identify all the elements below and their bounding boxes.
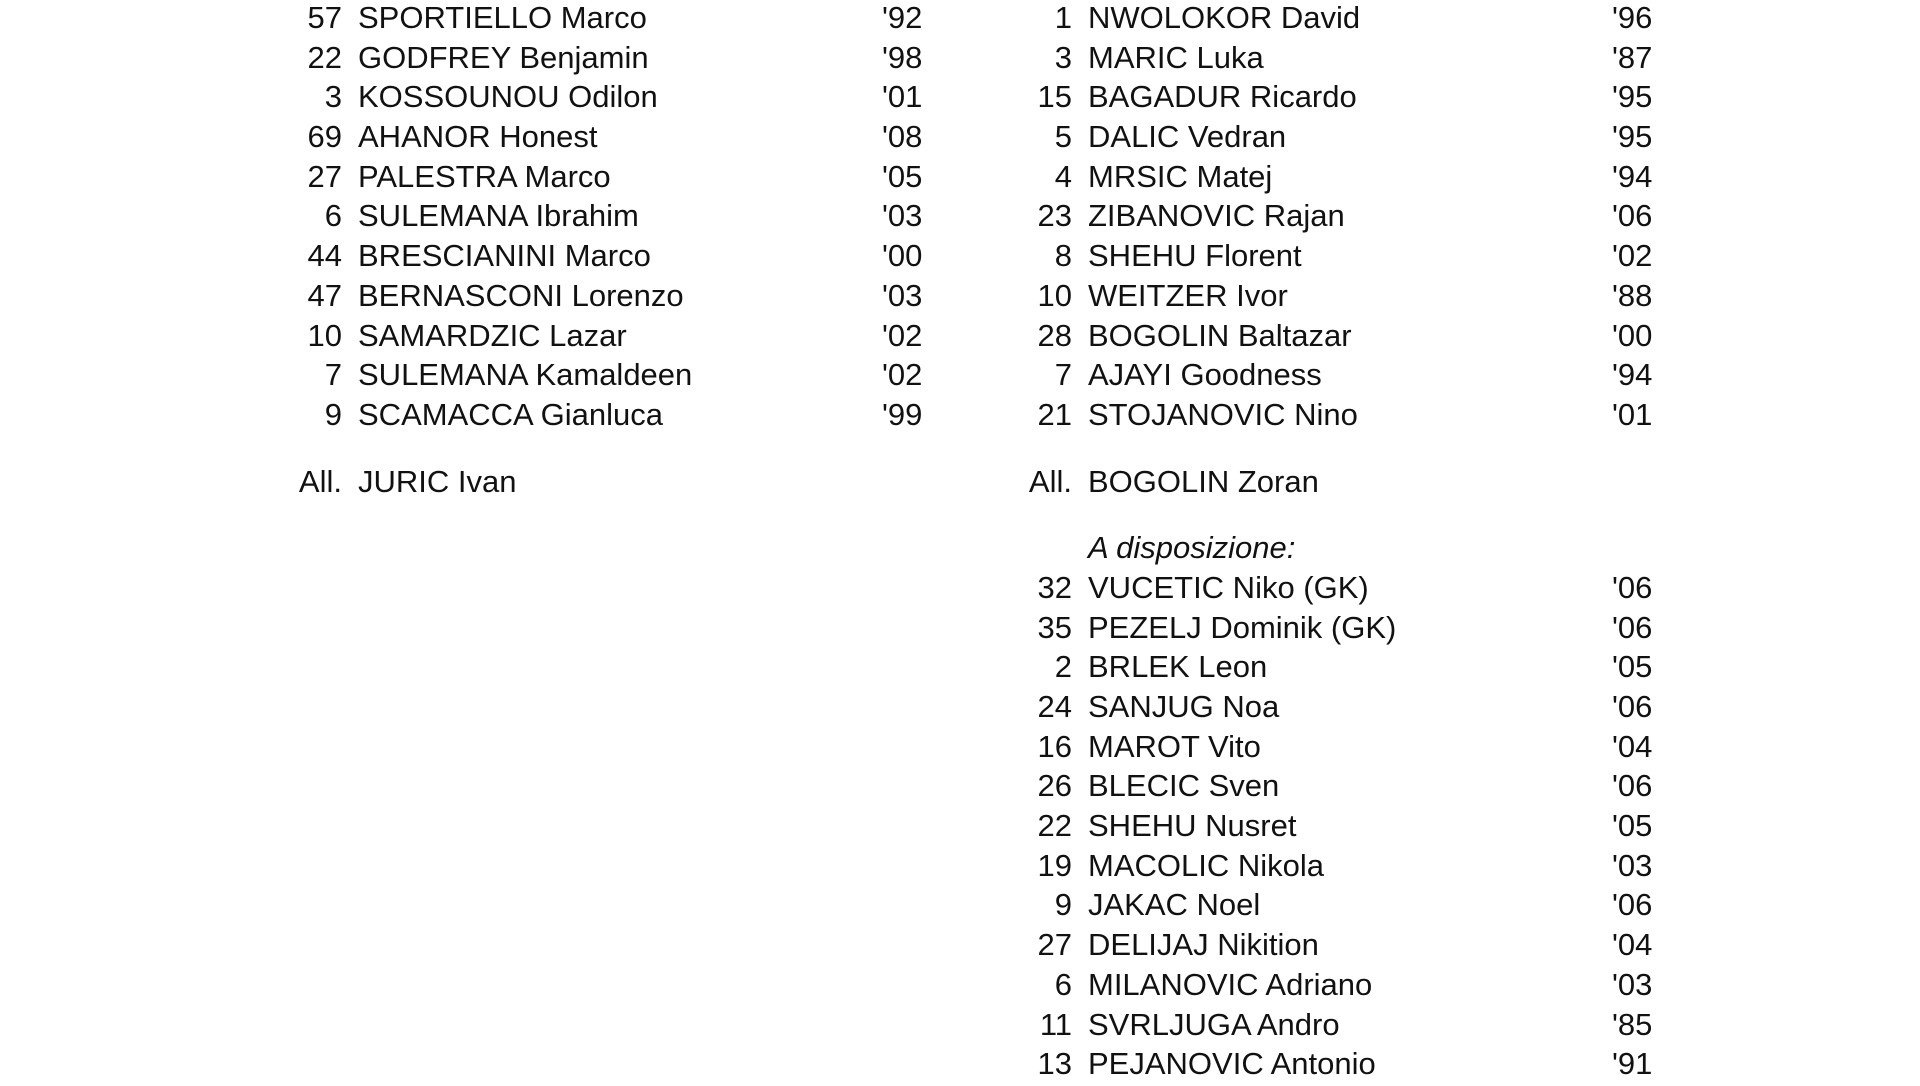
player-name: VUCETIC Niko (GK) — [1088, 569, 1369, 605]
player-name: BAGADUR Ricardo — [1088, 79, 1357, 115]
coach-label: All. — [1028, 463, 1072, 499]
player-year: '92 — [882, 0, 923, 35]
player-year: '03 — [882, 198, 923, 234]
player-year: '03 — [1612, 966, 1653, 1002]
player-year: '01 — [882, 79, 923, 115]
player-name: SVRLJUGA Andro — [1088, 1006, 1340, 1042]
player-name: WEITZER Ivor — [1088, 277, 1288, 313]
player-number: 10 — [307, 317, 342, 353]
player-number: 23 — [1037, 198, 1072, 234]
player-year: '06 — [1612, 768, 1653, 804]
player-number: 6 — [324, 198, 342, 234]
player-name: DALIC Vedran — [1088, 119, 1287, 155]
player-number: 3 — [324, 79, 342, 115]
player-number: 57 — [307, 0, 342, 35]
player-year: '00 — [1612, 317, 1653, 353]
player-name: PEZELJ Dominik (GK) — [1088, 609, 1397, 645]
player-number: 6 — [1054, 966, 1072, 1002]
player-year: '02 — [882, 317, 923, 353]
player-number: 4 — [1054, 158, 1072, 194]
coach-label: All. — [298, 463, 342, 499]
player-number: 35 — [1037, 609, 1072, 645]
player-number: 27 — [1037, 927, 1072, 963]
player-year: '94 — [1612, 158, 1653, 194]
coach-name: BOGOLIN Zoran — [1088, 463, 1319, 499]
player-name: SAMARDZIC Lazar — [358, 317, 627, 353]
player-year: '03 — [1612, 847, 1653, 883]
player-year: '06 — [1612, 198, 1653, 234]
player-year: '05 — [1612, 649, 1653, 685]
player-name: MARIC Luka — [1088, 39, 1264, 75]
player-name: STOJANOVIC Nino — [1088, 396, 1358, 432]
player-name: PALESTRA Marco — [358, 158, 611, 194]
player-number: 9 — [1054, 887, 1072, 923]
player-name: KOSSOUNOU Odilon — [358, 79, 658, 115]
player-year: '06 — [1612, 609, 1653, 645]
player-number: 22 — [307, 39, 342, 75]
player-number: 10 — [1037, 277, 1072, 313]
player-number: 47 — [307, 277, 342, 313]
player-number: 7 — [1054, 357, 1072, 393]
player-year: '88 — [1612, 277, 1653, 313]
player-name: SHEHU Florent — [1088, 238, 1302, 274]
player-year: '00 — [882, 238, 923, 274]
player-year: '01 — [1612, 396, 1653, 432]
player-name: NWOLOKOR David — [1088, 0, 1361, 35]
player-number: 7 — [324, 357, 342, 393]
subs-heading: A disposizione: — [1088, 530, 1296, 566]
player-name: JAKAC Noel — [1088, 887, 1261, 923]
player-year: '05 — [882, 158, 923, 194]
player-year: '02 — [882, 357, 923, 393]
player-number: 3 — [1054, 39, 1072, 75]
player-name: BLECIC Sven — [1088, 768, 1280, 804]
player-year: '87 — [1612, 39, 1653, 75]
player-name: SULEMANA Kamaldeen — [358, 357, 693, 393]
player-number: 16 — [1037, 728, 1072, 764]
player-year: '95 — [1612, 119, 1653, 155]
player-name: SCAMACCA Gianluca — [358, 396, 663, 432]
player-year: '95 — [1612, 79, 1653, 115]
player-name: SULEMANA Ibrahim — [358, 198, 639, 234]
player-year: '05 — [1612, 808, 1653, 844]
player-number: 21 — [1037, 396, 1072, 432]
player-year: '99 — [882, 396, 923, 432]
player-year: '06 — [1612, 569, 1653, 605]
player-number: 44 — [307, 238, 342, 274]
player-year: '06 — [1612, 887, 1653, 923]
player-number: 28 — [1037, 317, 1072, 353]
player-name: BRLEK Leon — [1088, 649, 1268, 685]
player-number: 69 — [307, 119, 342, 155]
player-number: 2 — [1054, 649, 1072, 685]
player-name: DELIJAJ Nikition — [1088, 927, 1319, 963]
player-year: '04 — [1612, 927, 1653, 963]
player-number: 26 — [1037, 768, 1072, 804]
player-name: BRESCIANINI Marco — [358, 238, 651, 274]
player-number: 11 — [1039, 1006, 1072, 1042]
player-name: ZIBANOVIC Rajan — [1088, 198, 1345, 234]
player-number: 19 — [1037, 847, 1072, 883]
coach-name: JURIC Ivan — [358, 463, 517, 499]
player-number: 22 — [1037, 808, 1072, 844]
player-year: '94 — [1612, 357, 1653, 393]
player-name: BOGOLIN Baltazar — [1088, 317, 1352, 353]
player-name: SHEHU Nusret — [1088, 808, 1297, 844]
player-year: '02 — [1612, 238, 1653, 274]
player-number: 15 — [1037, 79, 1072, 115]
player-name: AHANOR Honest — [358, 119, 598, 155]
player-name: MACOLIC Nikola — [1088, 847, 1324, 883]
player-number: 24 — [1037, 689, 1072, 724]
player-year: '08 — [882, 119, 923, 155]
player-name: MAROT Vito — [1088, 728, 1261, 764]
player-number: 1 — [1054, 0, 1072, 35]
player-number: 8 — [1054, 238, 1072, 274]
player-year: '06 — [1612, 689, 1653, 724]
player-name: AJAYI Goodness — [1088, 357, 1322, 393]
player-year: '96 — [1612, 0, 1653, 35]
player-name: PEJANOVIC Antonio — [1088, 1046, 1376, 1082]
player-year: '03 — [882, 277, 923, 313]
player-year: '04 — [1612, 728, 1653, 764]
player-number: 5 — [1054, 119, 1072, 155]
player-name: SPORTIELLO Marco — [358, 0, 647, 35]
player-year: '91 — [1612, 1046, 1653, 1082]
player-name: BERNASCONI Lorenzo — [358, 277, 684, 313]
player-number: 9 — [324, 396, 342, 432]
player-name: MILANOVIC Adriano — [1088, 966, 1373, 1002]
player-year: '85 — [1612, 1006, 1653, 1042]
player-name: SANJUG Noa — [1088, 689, 1280, 724]
player-name: GODFREY Benjamin — [358, 39, 649, 75]
player-number: 27 — [307, 158, 342, 194]
player-year: '98 — [882, 39, 923, 75]
player-number: 13 — [1037, 1046, 1072, 1082]
player-number: 32 — [1037, 569, 1072, 605]
player-name: MRSIC Matej — [1088, 158, 1273, 194]
